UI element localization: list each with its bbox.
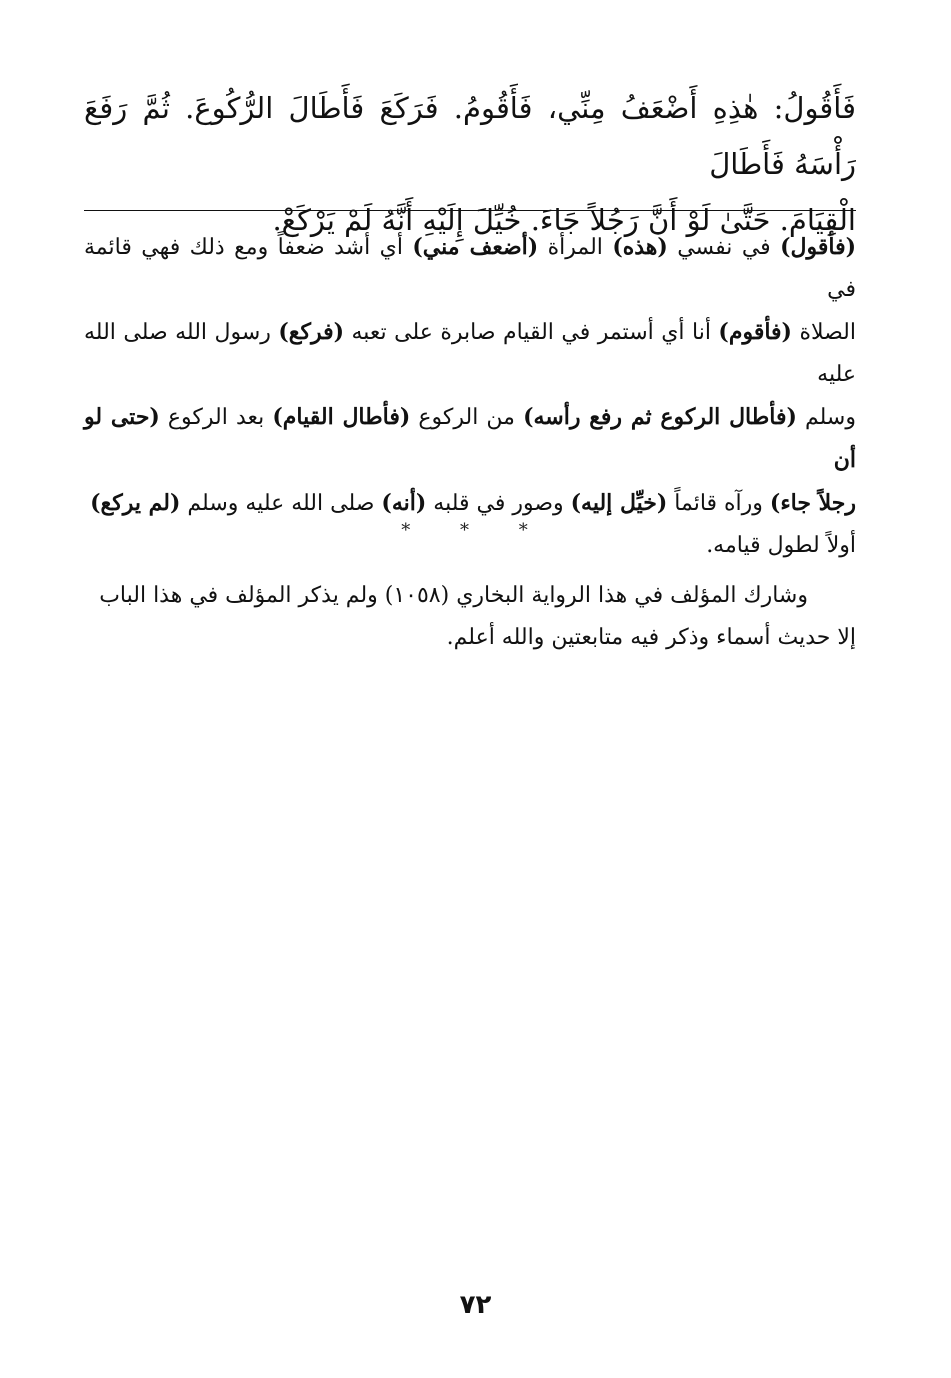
bold-quoted-phrase: (حتى لو أن <box>84 404 856 473</box>
footnote-divider <box>84 210 856 211</box>
hadith-text <box>84 80 856 248</box>
hadith-line-2: الْقِيَامَ. حَتَّىٰ لَوْ أَنَّ رَجُلاً جَاءَ. خُيِّلَ إِلَيْهِ أَنَّهُ لَمْ يَرْكَعْ. <box>272 203 856 237</box>
commentary-line <box>84 226 856 311</box>
commentary-phrase: أولاً لطول قيامه. <box>706 533 856 558</box>
commentary-phrase: أنا أي أستمر في القيام صابرة على تعبه <box>344 320 719 345</box>
commentary-line <box>84 311 856 396</box>
commentary-phrase: وصور في قلبه <box>426 491 571 516</box>
commentary-text <box>84 226 856 659</box>
commentary-phrase: وسلم <box>796 405 856 430</box>
commentary-line: إلا حديث أسماء وذكر فيه متابعتين والله أعلم. <box>446 625 856 650</box>
commentary-phrase: من الركوع <box>410 405 524 430</box>
commentary-phrase: في نفسي <box>667 235 781 260</box>
commentary-phrase: بعد الركوع <box>159 405 273 430</box>
hadith-line-1: فَأَقُولُ: هٰذِهِ أَضْعَفُ مِنِّي، فَأَقُومُ. فَرَكَعَ فَأَطَالَ الرُّكُوعَ. ثُمَّ رَفَعَ رَأْسَهُ فَأَطَالَ <box>84 91 856 181</box>
page-number: ٧٢ <box>459 1290 492 1320</box>
commentary-phrase: ورآه قائماً <box>667 491 770 516</box>
bold-quoted-phrase: رجلاً جاء) <box>769 490 856 516</box>
commentary-paragraph-2 <box>84 575 856 659</box>
section-separator-stars: * * * <box>401 520 550 541</box>
bold-quoted-phrase: (فأقول) <box>780 234 856 260</box>
commentary-line: وشارك المؤلف في هذا الرواية البخاري (١٠٥٨) ولم يذكر المؤلف في هذا الباب <box>99 583 808 608</box>
commentary-phrase: الصلاة <box>791 320 856 345</box>
bold-quoted-phrase: (لم يركع) <box>90 490 181 516</box>
bold-quoted-phrase: (خيِّل إليه) <box>570 490 668 516</box>
commentary-line <box>84 482 856 525</box>
bold-quoted-phrase: (فأطال القيام) <box>272 404 411 430</box>
bold-quoted-phrase: (فأقوم) <box>718 319 792 345</box>
commentary-phrase: أي أشد ضعفاً ومع ذلك فهي قائمة في <box>84 235 856 302</box>
bold-quoted-phrase: (فأطال الركوع ثم رفع رأسه) <box>523 404 797 430</box>
bold-quoted-phrase: (فركع) <box>278 319 345 345</box>
commentary-phrase: صلى الله عليه وسلم <box>180 491 382 516</box>
bold-quoted-phrase: (هذه) <box>612 234 668 260</box>
commentary-phrase: رسول الله صلى الله عليه <box>84 320 856 387</box>
bold-quoted-phrase: (أضعف مني) <box>412 234 539 260</box>
bold-quoted-phrase: (أنه) <box>381 490 427 516</box>
commentary-line <box>84 396 856 482</box>
commentary-phrase: المرأة <box>538 235 613 260</box>
commentary-paragraph-1 <box>84 226 856 567</box>
